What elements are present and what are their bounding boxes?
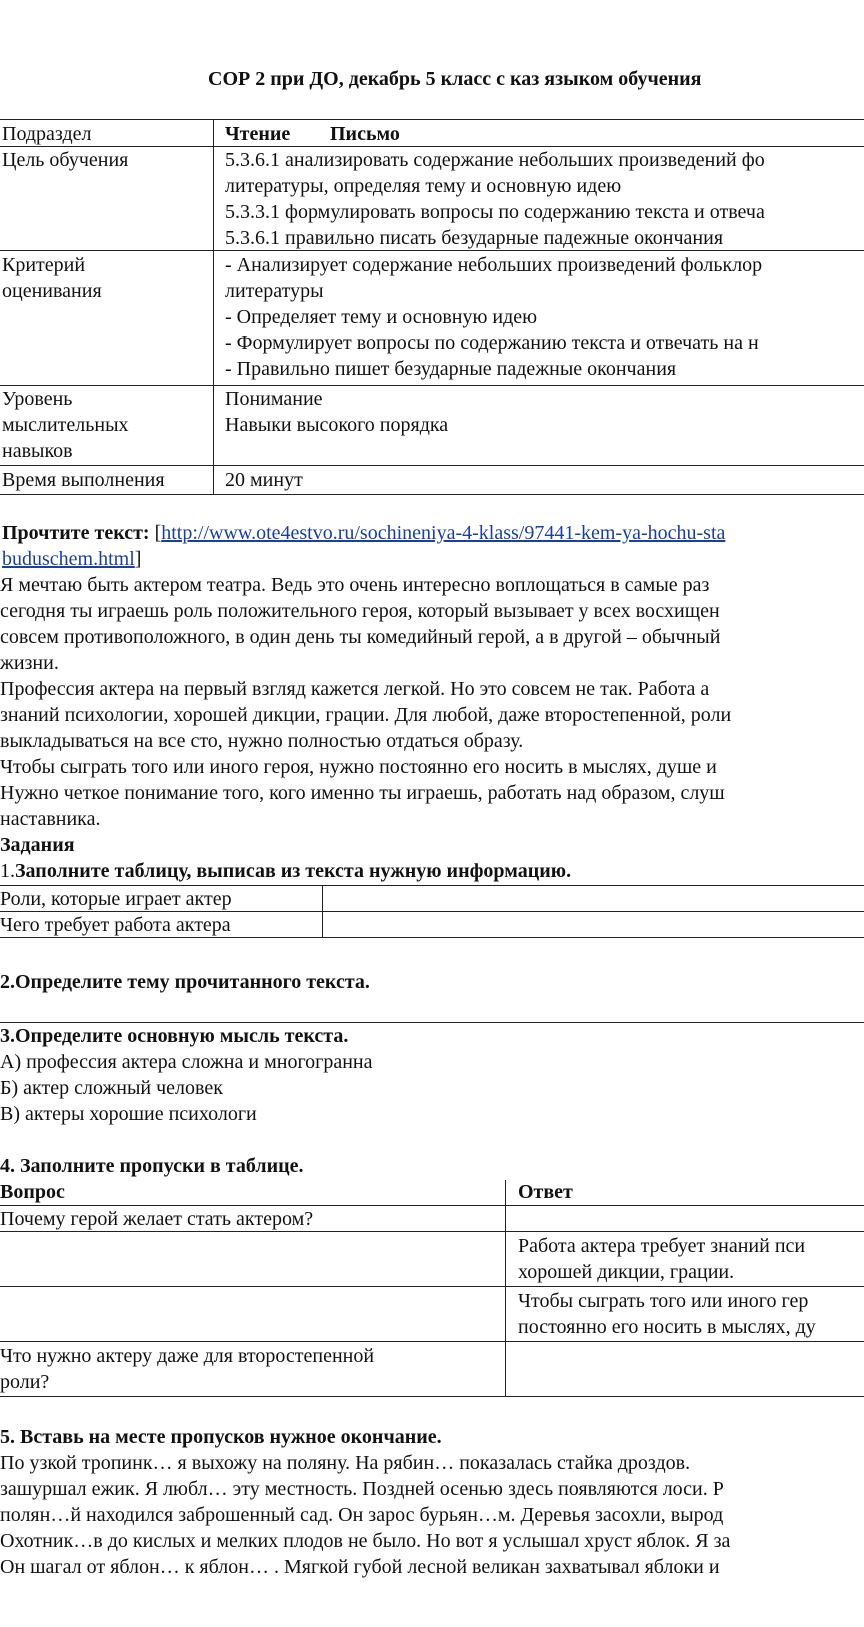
task3-option-a: А) профессия актера сложна и многогранна: [0, 1051, 373, 1073]
source-link[interactable]: http://www.ote4estvo.ru/sochineniya-4-klass/97441-kem-ya-hochu-sta: [161, 522, 726, 544]
col-question: Вопрос: [0, 1181, 65, 1203]
task1-row-label: Чего требует работа актера: [0, 914, 231, 936]
table-line: [505, 1180, 506, 1396]
table-value-reading: Чтение: [225, 123, 291, 145]
table-line: [0, 385, 864, 386]
task3-heading: 3.Определите основную мысль текста.: [0, 1025, 349, 1047]
text-line: жизни.: [0, 652, 59, 674]
task4-question: роли?: [0, 1371, 50, 1393]
task2-heading: 2.Определите тему прочитанного текста.: [0, 971, 370, 993]
task4-question: Что нужно актеру даже для второстепенной: [0, 1345, 375, 1367]
task4-heading: 4. Заполните пропуски в таблице.: [0, 1155, 304, 1177]
table-line: [0, 494, 864, 495]
criteria-line: литературы: [225, 280, 324, 302]
table-value-time: 20 минут: [225, 469, 303, 491]
task4-question: Почему герой желает стать актером?: [0, 1208, 314, 1230]
task5-line: полян…й находился заброшенный сад. Он зарос бурьян…м. Деревья засохли, вырод: [0, 1504, 724, 1526]
bracket-close: ]: [134, 548, 142, 570]
task1-heading: [0, 858, 571, 884]
reading-prompt-line2: [2, 546, 141, 572]
level-line: Навыки высокого порядка: [225, 414, 449, 436]
task4-answer: постоянно его носить в мыслях, ду: [518, 1316, 816, 1338]
table-line: [0, 1396, 864, 1397]
criteria-line: - Формулирует вопросы по содержанию текста и отвечать на н: [225, 332, 759, 354]
goal-line: 5.3.6.1 правильно писать безударные падежные окончания: [225, 227, 724, 249]
text-line: Чтобы сыграть того или иного героя, нужно постоянно его носить в мыслях, душе и: [0, 756, 717, 778]
table-label-criteria: Критерий: [2, 254, 86, 276]
task5-line: По узкой тропинк… я выхожу на поляну. На рябин… показалась стайка дроздов.: [0, 1452, 691, 1474]
task1-number: 1.: [0, 860, 15, 882]
task1-row-label: Роли, которые играет актер: [0, 888, 232, 910]
goal-line: литературы, определяя тему и основную идею: [225, 175, 622, 197]
task4-answer: Чтобы сыграть того или иного гер: [518, 1290, 809, 1312]
criteria-line: - Определяет тему и основную идею: [225, 306, 538, 328]
source-link-continued[interactable]: buduschem.html: [2, 548, 135, 570]
task3-option-b: Б) актер сложный человек: [0, 1077, 223, 1099]
table-label-level: мыслительных: [2, 414, 129, 436]
text-line: Я мечтаю быть актером театра. Ведь это очень интересно воплощаться в самые раз: [0, 574, 710, 596]
table-line: [0, 465, 864, 466]
table-label-time: Время выполнения: [2, 469, 165, 491]
table-label-goal: Цель обучения: [2, 149, 129, 171]
table-label-criteria: оценивания: [2, 280, 102, 302]
page-title: СОР 2 при ДО, декабрь 5 класс с каз языком обучения: [208, 68, 702, 90]
col-answer: Ответ: [518, 1181, 573, 1203]
table-line: [0, 1341, 864, 1342]
goal-line: 5.3.3.1 формулировать вопросы по содержанию текста и отвеча: [225, 201, 765, 223]
table-value-writing: Письмо: [330, 123, 400, 145]
table-label-level: навыков: [2, 440, 73, 462]
text-line: Профессия актера на первый взгляд кажется легкой. Но это совсем не так. Работа а: [0, 678, 710, 700]
task3-option-c: В) актеры хорошие психологи: [0, 1103, 257, 1125]
task1-text: Заполните таблицу, выписав из текста нужную информацию.: [15, 860, 572, 882]
table-line: [213, 119, 214, 494]
task5-line: зашуршал ежик. Я любл… эту местность. Поздней осенью здесь появляются лоси. Р: [0, 1478, 724, 1500]
tasks-heading: Задания: [0, 834, 75, 856]
bracket-open: [: [149, 522, 162, 544]
task4-answer: хорошей дикции, грации.: [518, 1261, 735, 1283]
task5-heading: 5. Вставь на месте пропусков нужное окончание.: [0, 1426, 442, 1448]
task5-line: Он шагал от яблон… к яблон… . Мягкой губой лесной великан захватывал яблоки и: [0, 1556, 720, 1578]
table-line: [322, 885, 323, 937]
text-line: сегодня ты играешь роль положительного героя, который вызывает у всех восхищен: [0, 600, 720, 622]
criteria-line: - Анализирует содержание небольших произведений фольклор: [225, 254, 763, 276]
text-line: знаний психологии, хорошей дикции, грации. Для любой, даже второстепенной, роли: [0, 704, 732, 726]
table-line: [0, 1286, 864, 1287]
text-line: Нужно четкое понимание того, кого именно ты играешь, работать над образом, слуш: [0, 782, 725, 804]
table-line: [0, 119, 864, 120]
task5-line: Охотник…в до кислых и мелких плодов не было. Но вот я услышал хруст яблок. Я за: [0, 1530, 731, 1552]
criteria-line: - Правильно пишет безударные падежные окончания: [225, 358, 677, 380]
table-label-subsection: Подраздел: [2, 123, 92, 145]
table-label-level: Уровень: [2, 388, 73, 410]
task4-answer: Работа актера требует знаний пси: [518, 1235, 806, 1257]
goal-line: 5.3.6.1 анализировать содержание небольших произведений фо: [225, 149, 765, 171]
text-line: наставника.: [0, 808, 101, 830]
text-line: выкладываться на все сто, нужно полностью отдаться образу.: [0, 730, 524, 752]
text-line: совсем противоположного, в один день ты комедийный герой, а в другой – обычный: [0, 626, 721, 648]
reading-prompt-line: [2, 520, 725, 546]
reading-prompt: Прочтите текст:: [2, 522, 150, 544]
level-line: Понимание: [225, 388, 323, 410]
